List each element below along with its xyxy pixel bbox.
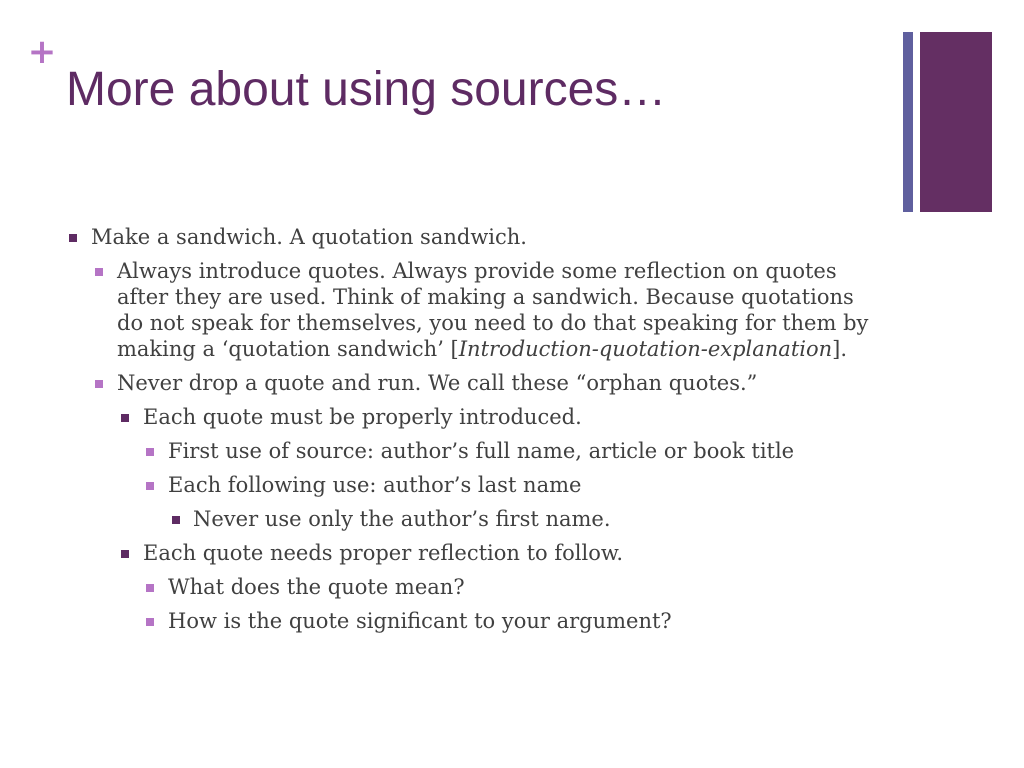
list-item [66,438,886,464]
bullet-text: Each quote must be properly introduced. [143,405,582,429]
bullet-text: Always introduce quotes. Always provide some reflection on quotes after they are used. Think of making a sandwich. Because quotations do not speak for themselves, you need to do that speaking for them by making a ‘quotation sandwich’ [ [117,259,869,361]
bullet-text: Each quote needs proper reflection to follow. [143,541,624,565]
square-bullet-icon [146,482,154,490]
decorative-bar-thick [920,32,992,212]
list-item [66,506,886,532]
square-bullet-icon [146,618,154,626]
bullet-text-italic: Introduction-quotation-explanation [458,337,833,361]
list-item [66,608,886,634]
list-item [66,404,886,430]
bullet-text: How is the quote significant to your argument? [168,609,672,633]
bullet-list [66,224,886,642]
bullet-text: What does the quote mean? [168,575,465,599]
bullet-text: Each following use: author’s last name [168,473,582,497]
square-bullet-icon [69,234,77,242]
bullet-text: Make a sandwich. A quotation sandwich. [91,225,527,249]
square-bullet-icon [95,380,103,388]
bullet-text: Never drop a quote and run. We call these “orphan quotes.” [117,371,758,395]
square-bullet-icon [172,516,180,524]
decorative-bar-thin [903,32,913,212]
square-bullet-icon [121,550,129,558]
square-bullet-icon [95,268,103,276]
list-item [66,472,886,498]
list-item [66,574,886,600]
square-bullet-icon [146,584,154,592]
square-bullet-icon [121,414,129,422]
plus-icon: + [27,32,57,72]
list-item [66,370,886,396]
list-item [66,540,886,566]
bullet-text-end: ]. [832,337,848,361]
list-item [66,258,886,362]
bullet-text: Never use only the author’s first name. [193,507,611,531]
slide-title: More about using sources… [66,63,667,116]
list-item [66,224,886,250]
bullet-text: First use of source: author’s full name, article or book title [168,439,795,463]
square-bullet-icon [146,448,154,456]
